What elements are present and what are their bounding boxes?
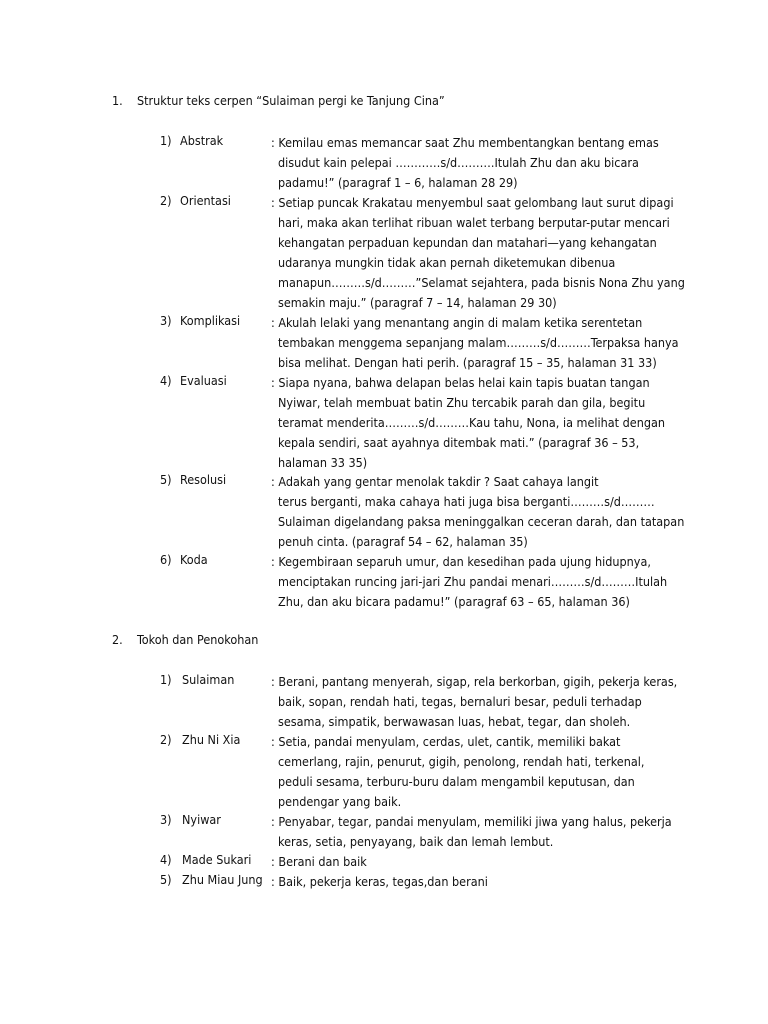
item-description: [271, 373, 681, 473]
item-description: [271, 732, 681, 812]
description-line: peduli sesama, terburu-buru dalam mengambil keputusan, dan: [278, 773, 635, 789]
section-heading-struktur: [112, 93, 445, 108]
item-description: [271, 552, 681, 612]
description-line: hari, maka akan terlihat ribuan walet terbang berputar-putar mencari: [278, 214, 670, 230]
item-label: Koda: [180, 552, 208, 567]
item-label: Made Sukari: [182, 852, 252, 867]
item-label: Komplikasi: [180, 313, 241, 328]
item-description: [271, 672, 681, 732]
item-label: Zhu Miau Jung: [182, 872, 263, 887]
section-number: 1.: [112, 93, 123, 108]
item-number: 2): [160, 193, 172, 208]
item-description: [271, 313, 681, 373]
description-line: penuh cinta. (paragraf 54 – 62, halaman 35): [278, 533, 528, 549]
description-line: sesama, simpatik, berwawasan luas, hebat, tegar, dan sholeh.: [278, 713, 631, 729]
item-number: 3): [160, 313, 172, 328]
description-line: cemerlang, rajin, penurut, gigih, penolong, rendah hati, terkenal,: [278, 753, 645, 769]
item-number: 5): [160, 872, 172, 887]
item-number: 1): [160, 133, 172, 148]
item-number: 3): [160, 812, 172, 827]
section-heading-tokoh: [112, 632, 258, 647]
item-description: [271, 872, 681, 892]
description-line: halaman 33 35): [278, 454, 368, 470]
item-label: Nyiwar: [182, 812, 221, 827]
description-line: kehangatan perpaduan kepundan dan matahari—yang kehangatan: [278, 234, 657, 250]
section-title: Tokoh dan Penokohan: [137, 632, 259, 647]
item-number: 4): [160, 852, 172, 867]
description-line: teramat menderita………s/d………Kau tahu, Nona, ia melihat dengan: [278, 414, 666, 430]
description-line: : Setiap puncak Krakatau menyembul saat gelombang laut surut dipagi: [271, 195, 674, 210]
item-number: 4): [160, 373, 172, 388]
item-description: [271, 193, 685, 312]
description-line: : Kemilau emas memancar saat Zhu membentangkan bentang emas: [271, 135, 659, 150]
description-line: semakin maju.” (paragraf 7 – 14, halaman 29 30): [278, 294, 557, 310]
description-line: : Akulah lelaki yang menantang angin di malam ketika serentetan: [271, 315, 643, 330]
description-line: keras, setia, penyayang, baik dan lemah lembut.: [278, 833, 554, 849]
description-line: Sulaiman digelandang paksa meninggalkan ceceran darah, dan tatapan: [278, 513, 685, 529]
item-description: [271, 133, 681, 193]
description-line: padamu!” (paragraf 1 – 6, halaman 28 29): [278, 174, 518, 190]
section-number: 2.: [112, 632, 123, 647]
description-line: baik, sopan, rendah hati, tegas, bernaluri besar, peduli terhadap: [278, 693, 642, 709]
description-line: : Setia, pandai menyulam, cerdas, ulet, cantik, memiliki bakat: [271, 734, 621, 749]
item-number: 6): [160, 552, 172, 567]
description-line: manapun………s/d………”Selamat sejahtera, pada bisnis Nona Zhu yang: [278, 274, 685, 290]
description-line: : Siapa nyana, bahwa delapan belas helai kain tapis buatan tangan: [271, 375, 650, 390]
description-line: : Kegembiraan separuh umur, dan kesedihan pada ujung hidupnya,: [271, 554, 651, 569]
description-line: disudut kain pelepai …………s/d……….Itulah Zhu dan aku bicara: [278, 154, 639, 170]
description-line: : Berani, pantang menyerah, sigap, rela berkorban, gigih, pekerja keras,: [271, 674, 678, 689]
item-description: [271, 812, 681, 852]
description-line: bisa melihat. Dengan hati perih. (paragraf 15 – 35, halaman 31 33): [278, 354, 657, 370]
description-line: : Berani dan baik: [271, 854, 367, 869]
item-number: 2): [160, 732, 172, 747]
description-line: : Adakah yang gentar menolak takdir ? Saat cahaya langit: [271, 474, 599, 489]
item-label: Sulaiman: [182, 672, 235, 687]
description-line: Nyiwar, telah membuat batin Zhu tercabik parah dan gila, begitu: [278, 394, 646, 410]
description-line: : Baik, pekerja keras, tegas,dan berani: [271, 874, 488, 889]
description-line: tembakan menggema sepanjang malam………s/d………Terpaksa hanya: [278, 334, 679, 350]
item-label: Abstrak: [180, 133, 224, 148]
description-line: terus berganti, maka cahaya hati juga bisa berganti………s/d………: [278, 493, 655, 509]
item-label: Zhu Ni Xia: [182, 732, 241, 747]
description-line: menciptakan runcing jari-jari Zhu pandai menari………s/d………Itulah: [278, 573, 668, 589]
item-number: 5): [160, 472, 172, 487]
description-line: udaranya mungkin tidak akan pernah diketemukan dibenua: [278, 254, 616, 270]
description-line: : Penyabar, tegar, pandai menyulam, memiliki jiwa yang halus, pekerja: [271, 814, 672, 829]
item-description: [271, 852, 681, 872]
item-description: [271, 472, 685, 552]
item-label: Orientasi: [180, 193, 231, 208]
item-label: Evaluasi: [180, 373, 227, 388]
description-line: pendengar yang baik.: [278, 793, 402, 809]
description-line: kepala sendiri, saat ayahnya ditembak mati.” (paragraf 36 – 53,: [278, 434, 640, 450]
item-number: 1): [160, 672, 172, 687]
description-line: Zhu, dan aku bicara padamu!” (paragraf 63 – 65, halaman 36): [278, 593, 630, 609]
section-title: Struktur teks cerpen “Sulaiman pergi ke Tanjung Cina”: [137, 93, 445, 108]
item-label: Resolusi: [180, 472, 227, 487]
